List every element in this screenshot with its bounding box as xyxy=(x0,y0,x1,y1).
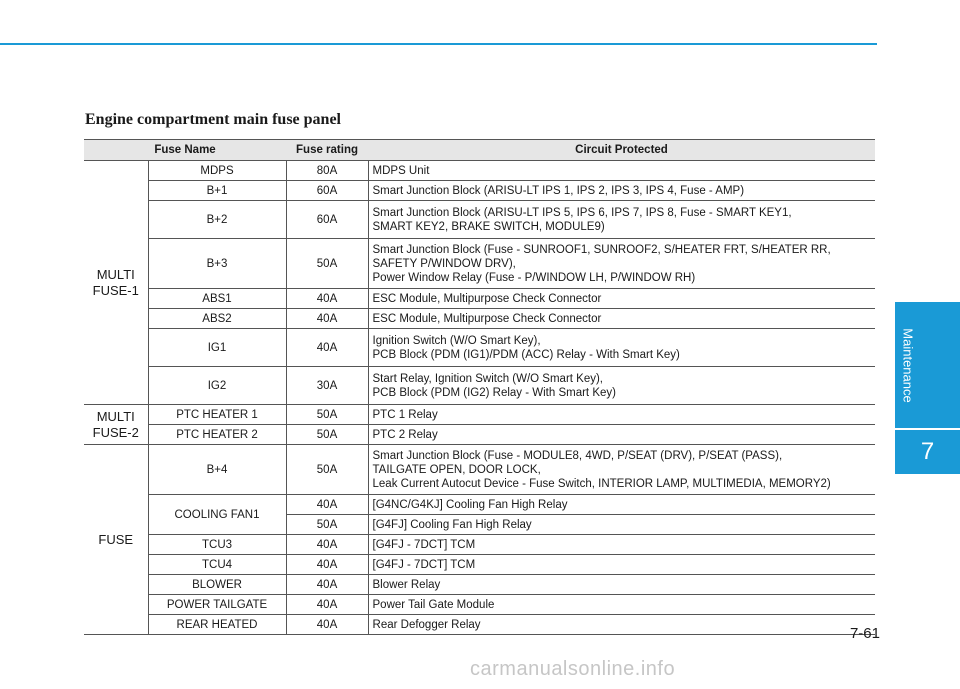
fuse-rating: 40A xyxy=(286,615,368,635)
table-row xyxy=(84,405,875,425)
table-row xyxy=(84,329,875,367)
table-row xyxy=(84,555,875,575)
fuse-name: B+1 xyxy=(148,181,286,201)
section-label-text: Maintenance xyxy=(900,327,916,403)
circuit-protected: [G4FJ - 7DCT] TCM xyxy=(368,555,875,575)
circuit-protected: [G4FJ] Cooling Fan High Relay xyxy=(368,515,875,535)
fuse-name: IG2 xyxy=(148,367,286,405)
table-row xyxy=(84,201,875,239)
circuit-protected: Blower Relay xyxy=(368,575,875,595)
fuse-name: B+3 xyxy=(148,239,286,289)
fuse-name: PTC HEATER 1 xyxy=(148,405,286,425)
table-row xyxy=(84,425,875,445)
circuit-protected: Ignition Switch (W/O Smart Key), PCB Block (PDM (IG1)/PDM (ACC) Relay - With Smart Key) xyxy=(368,329,875,367)
circuit-protected: Rear Defogger Relay xyxy=(368,615,875,635)
fuse-rating: 30A xyxy=(286,367,368,405)
table-row xyxy=(84,495,875,515)
fuse-rating: 40A xyxy=(286,309,368,329)
circuit-protected: Smart Junction Block (ARISU-LT IPS 1, IPS 2, IPS 3, IPS 4, Fuse - AMP) xyxy=(368,181,875,201)
fuse-table xyxy=(84,139,875,635)
circuit-protected: [G4FJ - 7DCT] TCM xyxy=(368,535,875,555)
fuse-name: TCU4 xyxy=(148,555,286,575)
fuse-rating: 80A xyxy=(286,161,368,181)
circuit-protected: [G4NC/G4KJ] Cooling Fan High Relay xyxy=(368,495,875,515)
fuse-rating: 40A xyxy=(286,535,368,555)
header-fuse-rating: Fuse rating xyxy=(286,140,368,161)
fuse-name: B+2 xyxy=(148,201,286,239)
fuse-name: COOLING FAN1 xyxy=(148,495,286,535)
fuse-rating: 50A xyxy=(286,405,368,425)
fuse-name: REAR HEATED xyxy=(148,615,286,635)
circuit-protected: PTC 1 Relay xyxy=(368,405,875,425)
circuit-protected: Power Tail Gate Module xyxy=(368,595,875,615)
circuit-protected: PTC 2 Relay xyxy=(368,425,875,445)
fuse-rating: 40A xyxy=(286,495,368,515)
fuse-name: ABS2 xyxy=(148,309,286,329)
header-fuse-name: Fuse Name xyxy=(84,140,286,161)
header-circuit-protected: Circuit Protected xyxy=(368,140,875,161)
page-title: Engine compartment main fuse panel xyxy=(85,111,341,128)
top-rule xyxy=(0,43,877,45)
fuse-rating: 50A xyxy=(286,515,368,535)
fuse-rating: 50A xyxy=(286,239,368,289)
table-row xyxy=(84,239,875,289)
group-multi-fuse-2: MULTI FUSE-2 xyxy=(84,405,148,445)
fuse-rating: 40A xyxy=(286,575,368,595)
group-fuse: FUSE xyxy=(84,445,148,635)
fuse-rating: 60A xyxy=(286,181,368,201)
watermark: carmanualsonline.info xyxy=(470,658,676,680)
fuse-name: POWER TAILGATE xyxy=(148,595,286,615)
fuse-name: IG1 xyxy=(148,329,286,367)
fuse-rating: 50A xyxy=(286,425,368,445)
table-row xyxy=(84,309,875,329)
fuse-name: B+4 xyxy=(148,445,286,495)
table-header-row xyxy=(84,140,875,161)
circuit-protected: ESC Module, Multipurpose Check Connector xyxy=(368,289,875,309)
fuse-rating: 50A xyxy=(286,445,368,495)
page-number: 7-61 xyxy=(849,625,880,642)
fuse-name: BLOWER xyxy=(148,575,286,595)
fuse-rating: 40A xyxy=(286,289,368,309)
fuse-rating: 40A xyxy=(286,329,368,367)
circuit-protected: Start Relay, Ignition Switch (W/O Smart Key), PCB Block (PDM (IG2) Relay - With Smart Key) xyxy=(368,367,875,405)
table-row xyxy=(84,615,875,635)
table-row xyxy=(84,535,875,555)
group-multi-fuse-1: MULTI FUSE-1 xyxy=(84,161,148,405)
fuse-name: MDPS xyxy=(148,161,286,181)
section-tab-label xyxy=(895,302,921,428)
fuse-name: ABS1 xyxy=(148,289,286,309)
fuse-name: TCU3 xyxy=(148,535,286,555)
table-row xyxy=(84,595,875,615)
table-row xyxy=(84,575,875,595)
fuse-name: PTC HEATER 2 xyxy=(148,425,286,445)
table-row xyxy=(84,289,875,309)
circuit-protected: Smart Junction Block (Fuse - MODULE8, 4WD, P/SEAT (DRV), P/SEAT (PASS), TAILGATE OPEN, DOOR LOCK, Leak Current Autocut Device - Fuse Switch, INTERIOR LAMP, MULTIMEDIA, MEMORY2) xyxy=(368,445,875,495)
fuse-rating: 40A xyxy=(286,595,368,615)
fuse-rating: 60A xyxy=(286,201,368,239)
table-row xyxy=(84,161,875,181)
fuse-rating: 40A xyxy=(286,555,368,575)
chapter-number-badge: 7 xyxy=(895,430,960,474)
circuit-protected: Smart Junction Block (ARISU-LT IPS 5, IPS 6, IPS 7, IPS 8, Fuse - SMART KEY1, SMART KEY2, BRAKE SWITCH, MODULE9) xyxy=(368,201,875,239)
circuit-protected: MDPS Unit xyxy=(368,161,875,181)
table-row xyxy=(84,445,875,495)
circuit-protected: ESC Module, Multipurpose Check Connector xyxy=(368,309,875,329)
circuit-protected: Smart Junction Block (Fuse - SUNROOF1, SUNROOF2, S/HEATER FRT, S/HEATER RR, SAFETY P/WINDOW DRV), Power Window Relay (Fuse - P/WINDOW LH, P/WINDOW RH) xyxy=(368,239,875,289)
table-row xyxy=(84,367,875,405)
table-row xyxy=(84,181,875,201)
